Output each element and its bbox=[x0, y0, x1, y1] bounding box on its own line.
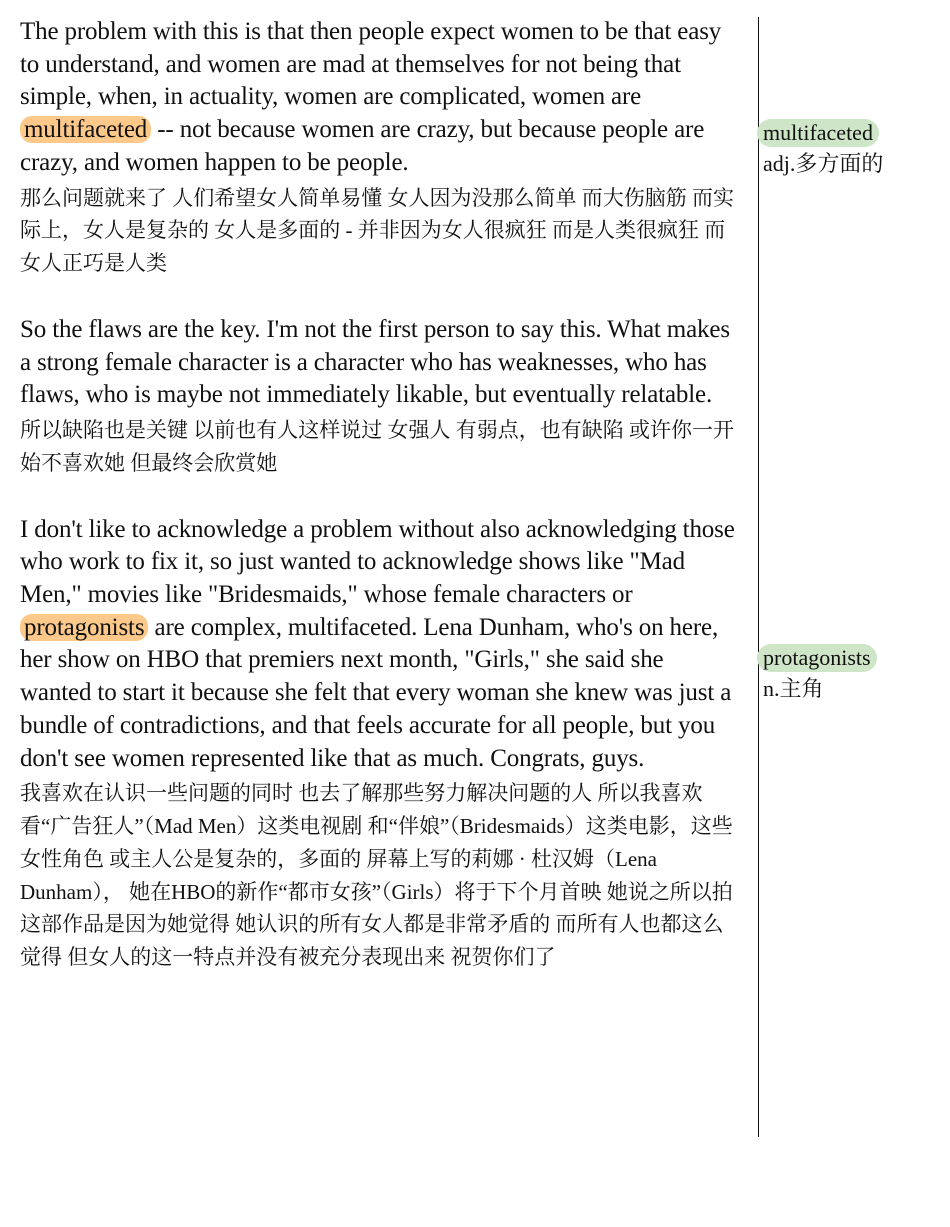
paragraph-3-chinese: 我喜欢在认识一些问题的同时 也去了解那些努力解决问题的人 所以我喜欢看“广告狂人”（Mad Men）这类电视剧 和“伴娘”（Bridesmaids）这类电影，这些女性角色 或主人公是复杂的，多面的 屏幕上写的莉娜 · 杜汉姆（Lena Dunham）， 她在HBO的新作“都市女孩”（Girls）将于下个月首映 她说之所以拍这部作品是因为她觉得 她认识的所有女人都是非常矛盾的 而所有人也都这么觉得 但女人的这一特点并没有被充分表现出来 祝贺你们了 bbox=[20, 781, 733, 970]
english-text: -- not because women are crazy, but because people are crazy, and women happen to be people. bbox=[20, 116, 705, 176]
paragraph-2-english: So the flaws are the key. I'm not the first person to say this. What makes a strong female character is a character who has weaknesses, who has flaws, who is maybe not immediately likable, but eventually relatable. bbox=[20, 315, 730, 409]
glossary-word-badge[interactable]: protagonists bbox=[757, 644, 877, 672]
glossary-entry-protagonists bbox=[757, 644, 877, 704]
transcript bbox=[20, 16, 735, 974]
paragraph-1 bbox=[20, 16, 735, 280]
glossary-entry-multifaceted bbox=[757, 119, 883, 179]
highlighted-word-multifaceted[interactable]: multifaceted bbox=[20, 116, 151, 143]
english-text: are complex, multifaceted. Lena Dunham, who's on here, her show on HBO that premiers next month, "Girls," she said she wanted to start it because she felt that every woman she knew was just a bundle of contradictions, and that feels accurate for all people, but you don't see women represented like that as much. Congrats, guys. bbox=[20, 613, 732, 772]
vertical-divider bbox=[758, 17, 759, 1137]
english-text: I don't like to acknowledge a problem without also acknowledging those who work to fix it, so just wanted to acknowledge shows like "Mad Men," movies like "Bridesmaids," whose female characters or bbox=[20, 515, 735, 609]
paragraph-3 bbox=[20, 514, 735, 974]
paragraph-2-chinese: 所以缺陷也是关键 以前也有人这样说过 女强人 有弱点，也有缺陷 或许你一开始不喜欢她 但最终会欣赏她 bbox=[20, 418, 734, 475]
glossary-definition: adj.多方面的 bbox=[763, 151, 884, 176]
paragraph-1-english bbox=[20, 16, 735, 180]
english-text: The problem with this is that then people expect women to be that easy to understand, and women are mad at themselves for not being that simple, when, in actuality, women are complicated, women are bbox=[20, 18, 722, 111]
paragraph-2 bbox=[20, 314, 735, 480]
highlighted-word-protagonists[interactable]: protagonists bbox=[20, 614, 148, 641]
paragraph-3-english bbox=[20, 514, 735, 776]
glossary-word-badge[interactable]: multifaceted bbox=[757, 119, 879, 147]
glossary-definition: n.主角 bbox=[763, 676, 824, 701]
paragraph-1-chinese: 那么问题就来了 人们希望女人简单易懂 女人因为没那么简单 而大伤脑筋 而实际上，女人是复杂的 女人是多面的 - 并非因为女人很疯狂 而是人类很疯狂 而女人正巧是人类 bbox=[20, 185, 734, 276]
